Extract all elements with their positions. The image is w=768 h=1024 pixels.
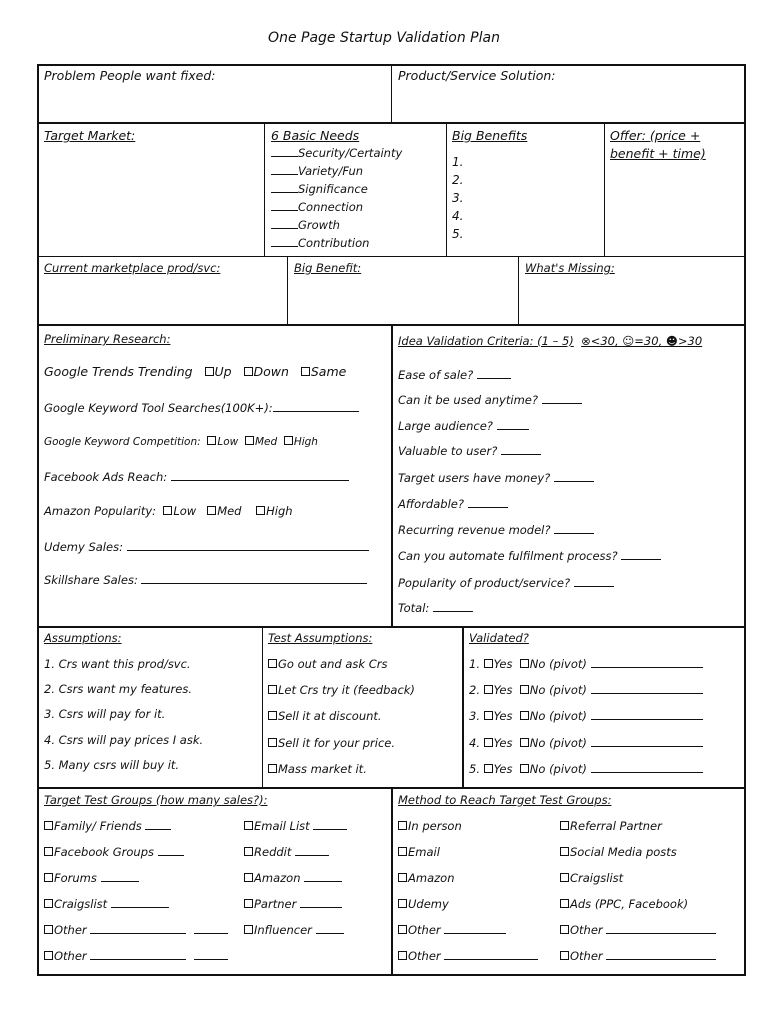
checkbox[interactable] <box>301 367 310 376</box>
trends-row: Google Trends Trending Up Down Same <box>44 364 347 379</box>
assumption-item: 4. Csrs will pay prices I ask. <box>44 733 204 747</box>
checkbox[interactable] <box>520 659 529 668</box>
checkbox[interactable] <box>207 506 216 515</box>
checkbox[interactable] <box>520 764 529 773</box>
whats-missing-label: What's Missing: <box>525 261 615 275</box>
current-marketplace-label: Current marketplace prod/svc: <box>44 261 221 275</box>
method-item: Email <box>398 844 440 860</box>
checkbox[interactable] <box>484 764 493 773</box>
blank-line[interactable] <box>444 948 538 960</box>
col-divider <box>462 627 464 788</box>
checkbox[interactable] <box>207 436 216 445</box>
checkbox[interactable] <box>284 436 293 445</box>
basic-needs-title: 6 Basic Needs <box>271 128 360 143</box>
checkbox[interactable] <box>398 847 407 856</box>
criteria-heading: Idea Validation Criteria: (1 – 5) ⊗<30, ☺=30, ☻>30 <box>398 334 703 348</box>
group-item: Forums <box>44 870 139 886</box>
criteria-item: Can you automate fulfilment process? <box>398 548 661 564</box>
method-item: Other <box>560 922 716 938</box>
checkbox[interactable] <box>268 764 277 773</box>
method-item: Udemy <box>398 896 449 912</box>
group-item: Family/ Friends <box>44 818 171 834</box>
col-divider <box>391 64 392 123</box>
col-divider <box>604 123 605 257</box>
benefit-number: 1. <box>452 155 464 169</box>
checkbox[interactable] <box>244 847 253 856</box>
blank-line <box>271 181 298 193</box>
benefit-number: 4. <box>452 209 464 223</box>
blank-line[interactable] <box>554 522 594 534</box>
validated-row: 3. Yes No (pivot) <box>469 708 703 724</box>
blank-line[interactable] <box>497 418 529 430</box>
blank-line[interactable] <box>591 682 703 694</box>
need-item: Security/Certainty <box>271 145 402 161</box>
blank-line <box>271 217 298 229</box>
blank-line[interactable] <box>141 572 367 584</box>
checkbox[interactable] <box>484 711 493 720</box>
blank-line[interactable] <box>101 870 139 882</box>
col-divider <box>446 123 447 257</box>
checkbox[interactable] <box>560 847 569 856</box>
checkbox[interactable] <box>268 685 277 694</box>
checkbox[interactable] <box>44 951 53 960</box>
criteria-item: Recurring revenue model? <box>398 522 594 538</box>
checkbox[interactable] <box>256 506 265 515</box>
checkbox[interactable] <box>398 899 407 908</box>
checkbox[interactable] <box>398 951 407 960</box>
checkbox[interactable] <box>244 873 253 882</box>
facebook-row: Facebook Ads Reach: <box>44 469 349 485</box>
method-item: Other <box>398 922 506 938</box>
offer-label: benefit + time) <box>610 146 706 161</box>
benefit-number: 3. <box>452 191 464 205</box>
group-item: Craigslist <box>44 896 169 912</box>
checkbox[interactable] <box>484 738 493 747</box>
blank-line[interactable] <box>145 818 171 830</box>
group-item: Partner <box>244 896 342 912</box>
page-title: One Page Startup Validation Plan <box>268 30 500 46</box>
blank-line[interactable] <box>574 575 614 587</box>
checkbox[interactable] <box>560 899 569 908</box>
checkbox[interactable] <box>268 711 277 720</box>
blank-line <box>271 199 298 211</box>
checkbox[interactable] <box>398 925 407 934</box>
method-item: Ads (PPC, Facebook) <box>560 896 688 912</box>
blank-line <box>271 163 298 175</box>
blank-line[interactable] <box>295 844 329 856</box>
assumption-item: 1. Crs want this prod/svc. <box>44 657 191 671</box>
checkbox[interactable] <box>244 821 253 830</box>
blank-line[interactable] <box>273 400 359 412</box>
group-item: Facebook Groups <box>44 844 184 860</box>
method-item: Amazon <box>398 870 454 886</box>
research-heading: Preliminary Research: <box>44 332 171 346</box>
test-item: Sell it for your price. <box>268 735 395 751</box>
validated-row: 2. Yes No (pivot) <box>469 682 703 698</box>
checkbox[interactable] <box>245 436 254 445</box>
blank-line[interactable] <box>477 367 511 379</box>
criteria-item: Can it be used anytime? <box>398 392 582 408</box>
group-item: Other <box>44 922 228 938</box>
solution-label: Product/Service Solution: <box>398 68 556 83</box>
blank-line[interactable] <box>468 496 508 508</box>
assumptions-heading: Assumptions: <box>44 631 122 645</box>
amazon-row: Amazon Popularity: Low Med High <box>44 504 293 518</box>
blank-line[interactable] <box>591 735 703 747</box>
test-assumptions-heading: Test Assumptions: <box>268 631 373 645</box>
blank-line[interactable] <box>554 470 594 482</box>
blank-line[interactable] <box>501 443 541 455</box>
test-item: Mass market it. <box>268 761 367 777</box>
blank-line[interactable] <box>444 922 506 934</box>
checkbox[interactable] <box>44 899 53 908</box>
blank-line[interactable] <box>171 469 349 481</box>
blank-line[interactable] <box>313 818 347 830</box>
row-divider-2 <box>37 256 746 257</box>
blank-line[interactable] <box>158 844 184 856</box>
blank-line[interactable] <box>90 922 186 934</box>
method-item: Other <box>398 948 538 964</box>
target-market-label: Target Market: <box>44 128 136 143</box>
criteria-total: Total: <box>398 600 473 616</box>
blank-line[interactable] <box>111 896 169 908</box>
checkbox[interactable] <box>268 738 277 747</box>
blank-line[interactable] <box>606 922 716 934</box>
benefit-number: 2. <box>452 173 464 187</box>
keyword-searches-row: Google Keyword Tool Searches(100K+): <box>44 400 359 416</box>
method-item: Other <box>560 948 716 964</box>
col-divider <box>262 627 263 788</box>
col-divider <box>264 123 265 257</box>
criteria-item: Target users have money? <box>398 470 594 486</box>
checkbox[interactable] <box>560 925 569 934</box>
group-item: Amazon <box>244 870 342 886</box>
need-item: Significance <box>271 181 402 197</box>
blank-line <box>271 145 298 157</box>
validated-heading: Validated? <box>469 631 529 645</box>
blank-line[interactable] <box>194 922 228 934</box>
col-divider <box>391 788 393 976</box>
checkbox[interactable] <box>163 506 172 515</box>
blank-line[interactable] <box>591 761 703 773</box>
need-item: Variety/Fun <box>271 163 402 179</box>
blank-line[interactable] <box>304 870 342 882</box>
group-item: Other <box>44 948 228 964</box>
blank-line[interactable] <box>591 708 703 720</box>
method-item: Referral Partner <box>560 818 662 834</box>
need-item: Contribution <box>271 235 402 251</box>
criteria-item: Large audience? <box>398 418 529 434</box>
group-item: Email List <box>244 818 347 834</box>
col-divider <box>391 325 393 627</box>
blank-line[interactable] <box>316 922 344 934</box>
udemy-row: Udemy Sales: <box>44 539 369 555</box>
criteria-item: Ease of sale? <box>398 367 511 383</box>
checkbox[interactable] <box>44 925 53 934</box>
offer-label: Offer: (price + <box>610 128 701 143</box>
group-item: Influencer <box>244 922 344 938</box>
validated-row: 4. Yes No (pivot) <box>469 735 703 751</box>
big-benefit-label: Big Benefit: <box>294 261 362 275</box>
checkbox[interactable] <box>244 925 253 934</box>
col-divider <box>287 257 288 325</box>
method-heading: Method to Reach Target Test Groups: <box>398 793 612 807</box>
need-item: Connection <box>271 199 402 215</box>
test-groups-heading: Target Test Groups (how many sales?): <box>44 793 268 807</box>
checkbox[interactable] <box>520 711 529 720</box>
skillshare-row: Skillshare Sales: <box>44 572 367 588</box>
assumption-item: 2. Csrs want my features. <box>44 682 193 696</box>
checkbox[interactable] <box>44 873 53 882</box>
test-item: Let Crs try it (feedback) <box>268 682 415 698</box>
basic-needs-list <box>271 145 403 250</box>
checkbox[interactable] <box>244 899 253 908</box>
blank-line[interactable] <box>542 392 582 404</box>
criteria-item: Affordable? <box>398 496 508 512</box>
blank-line[interactable] <box>433 600 473 612</box>
benefit-number: 5. <box>452 227 464 241</box>
need-item: Growth <box>271 217 402 233</box>
group-item: Reddit <box>244 844 329 860</box>
checkbox[interactable] <box>484 685 493 694</box>
method-item: Craigslist <box>560 870 623 886</box>
col-divider <box>518 257 519 325</box>
blank-line[interactable] <box>194 948 228 960</box>
checkbox[interactable] <box>398 821 407 830</box>
competition-row: Google Keyword Competition: Low Med High <box>44 436 318 448</box>
checkbox[interactable] <box>520 685 529 694</box>
validated-row: 1. Yes No (pivot) <box>469 656 703 672</box>
blank-line[interactable] <box>127 539 369 551</box>
blank-line[interactable] <box>300 896 342 908</box>
checkbox[interactable] <box>520 738 529 747</box>
criteria-item: Popularity of product/service? <box>398 575 614 591</box>
blank-line[interactable] <box>606 948 716 960</box>
test-item: Sell it at discount. <box>268 708 382 724</box>
checkbox[interactable] <box>560 873 569 882</box>
problem-label: Problem People want fixed: <box>44 68 216 83</box>
blank-line[interactable] <box>621 548 661 560</box>
checkbox[interactable] <box>44 847 53 856</box>
big-benefits-title: Big Benefits <box>452 128 528 143</box>
method-item: Social Media posts <box>560 844 677 860</box>
blank-line <box>271 235 298 247</box>
test-item: Go out and ask Crs <box>268 656 388 672</box>
method-item: In person <box>398 818 462 834</box>
blank-line[interactable] <box>591 656 703 668</box>
checkbox[interactable] <box>268 659 277 668</box>
blank-line[interactable] <box>90 948 186 960</box>
checkbox[interactable] <box>560 821 569 830</box>
checkbox[interactable] <box>244 367 253 376</box>
checkbox[interactable] <box>560 951 569 960</box>
criteria-item: Valuable to user? <box>398 443 541 459</box>
checkbox[interactable] <box>398 873 407 882</box>
validated-row: 5. Yes No (pivot) <box>469 761 703 777</box>
checkbox[interactable] <box>205 367 214 376</box>
checkbox[interactable] <box>44 821 53 830</box>
checkbox[interactable] <box>484 659 493 668</box>
assumption-item: 5. Many csrs will buy it. <box>44 758 180 772</box>
assumption-item: 3. Csrs will pay for it. <box>44 707 166 721</box>
